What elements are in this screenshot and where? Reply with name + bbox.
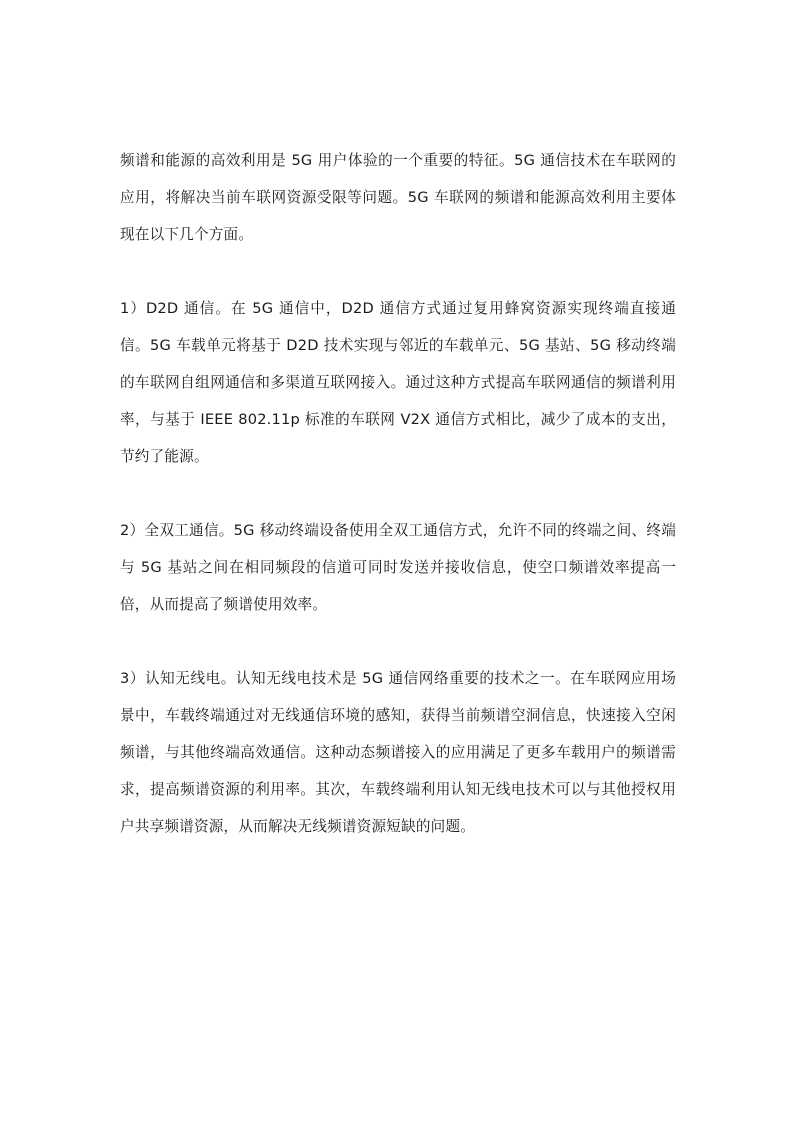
- document-body: [120, 142, 676, 882]
- paragraph-intro: 频谱和能源的高效利用是 5G 用户体验的一个重要的特征。5G 通信技术在车联网的应用，将解决当前车联网资源受限等问题。5G 车联网的频谱和能源高效利用主要体现在以下几个方面。: [120, 152, 676, 243]
- paragraph-d2d: 1）D2D 通信。在 5G 通信中，D2D 通信方式通过复用蜂窝资源实现终端直接通信。5G 车载单元将基于 D2D 技术实现与邻近的车载单元、5G 基站、5G 移动终端的车联网自组网通信和多渠道互联网接入。通过这种方式提高车联网通信的频谱利用率，与基于 IEEE 802.11p 标准的车联网 V2X 通信方式相比，减少了成本的支出，节约了能源。: [120, 300, 676, 465]
- paragraph-cognitive-radio: 3）认知无线电。认知无线电技术是 5G 通信网络重要的技术之一。在车联网应用场景中，车载终端通过对无线通信环境的感知，获得当前频谱空洞信息，快速接入空闲频谱，与其他终端高效通信。这种动态频谱接入的应用满足了更多车载用户的频谱需求，提高频谱资源的利用率。其次，车载终端利用认知无线电技术可以与其他授权用户共享频谱资源，从而解决无线频谱资源短缺的问题。: [120, 670, 676, 835]
- paragraph-full-duplex: 2）全双工通信。5G 移动终端设备使用全双工通信方式，允许不同的终端之间、终端与 5G 基站之间在相同频段的信道可同时发送并接收信息，使空口频谱效率提高一倍，从而提高了频谱使用效率。: [120, 522, 676, 613]
